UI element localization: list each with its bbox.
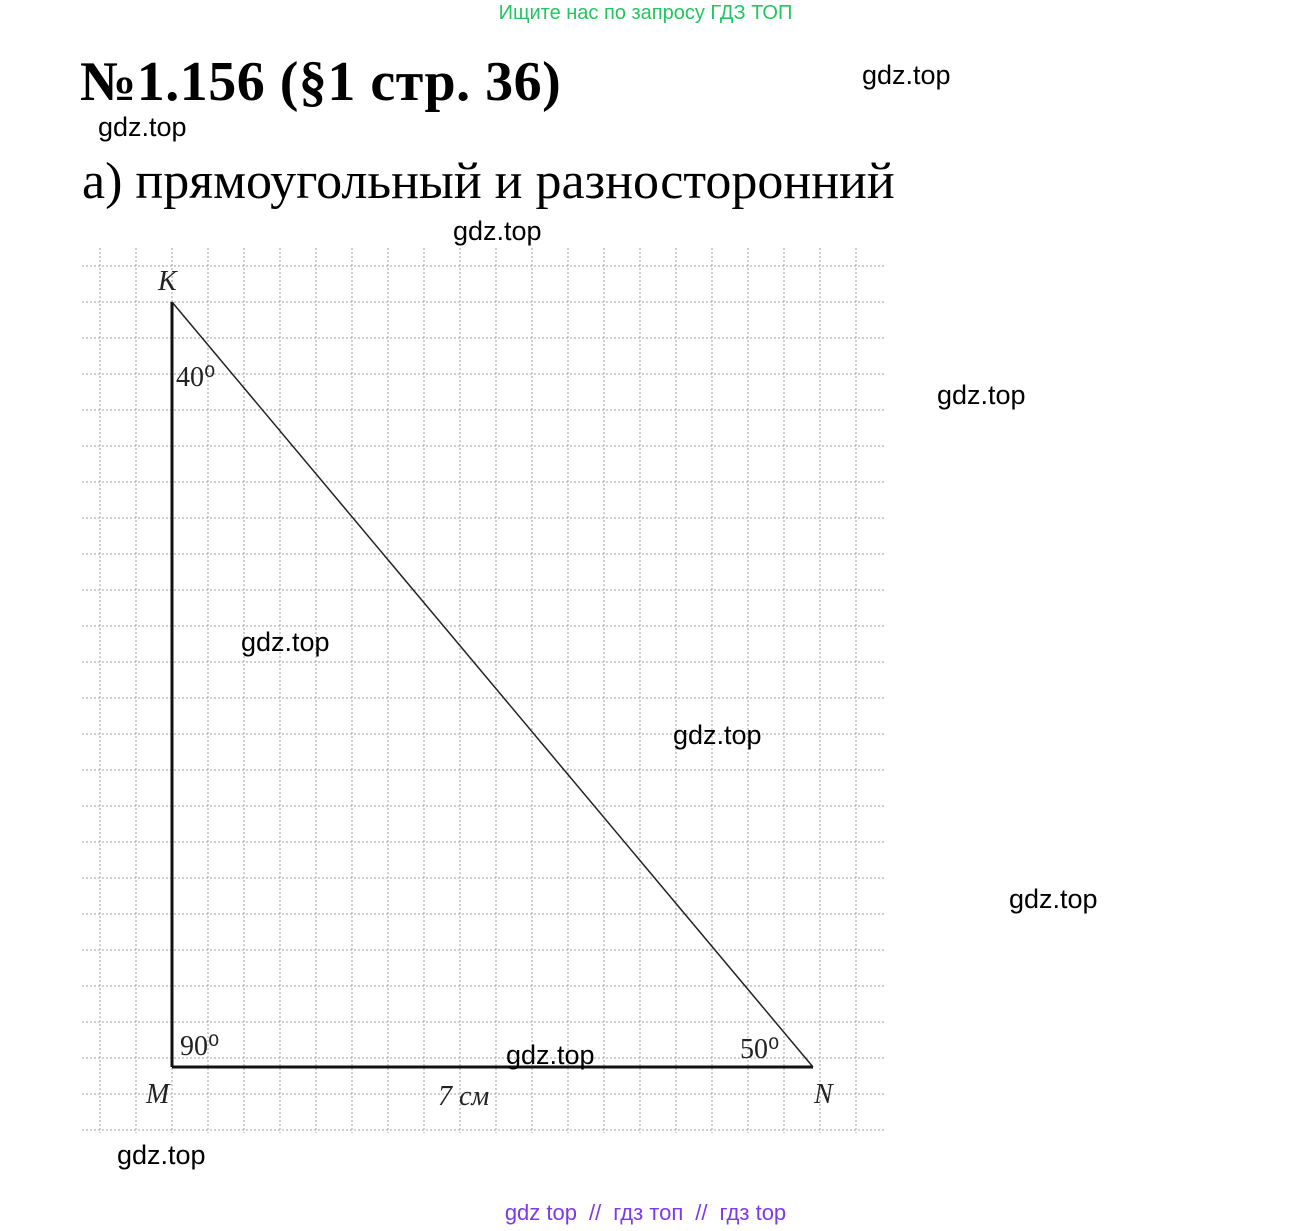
watermark: gdz.top [117, 1140, 206, 1170]
footer-link[interactable]: gdz top [504, 1200, 577, 1225]
angle-n-label: 50⁰ [740, 1034, 780, 1065]
footer-link[interactable]: гдз топ [613, 1200, 684, 1225]
angle-k-label: 40⁰ [176, 362, 216, 393]
task-title: №1.156 (§1 стр. 36) [80, 51, 562, 113]
footer-link[interactable]: гдз top [719, 1200, 787, 1225]
footer-separator: // [695, 1200, 708, 1225]
watermark: gdz.top [1009, 884, 1098, 914]
vertex-m-label: M [146, 1079, 170, 1110]
watermark: gdz.top [98, 112, 187, 142]
footer-separator: // [588, 1200, 602, 1225]
side-mn-length: 7 см [438, 1081, 490, 1112]
answer-text: а) прямоугольный и разносторонний [82, 153, 895, 210]
top-banner: Ищите нас по запросу ГДЗ ТОП [498, 2, 793, 24]
footer-links [0, 1200, 1291, 1226]
side-kn [172, 302, 813, 1067]
watermark: gdz.top [862, 60, 951, 90]
watermark: gdz.top [453, 216, 542, 246]
watermark: gdz.top [241, 627, 330, 657]
watermark: gdz.top [673, 720, 762, 750]
angle-m-label: 90⁰ [180, 1031, 220, 1062]
watermark: gdz.top [937, 380, 1026, 410]
vertex-k-label: K [158, 266, 177, 297]
vertex-n-label: N [814, 1079, 833, 1110]
watermark: gdz.top [506, 1040, 595, 1070]
